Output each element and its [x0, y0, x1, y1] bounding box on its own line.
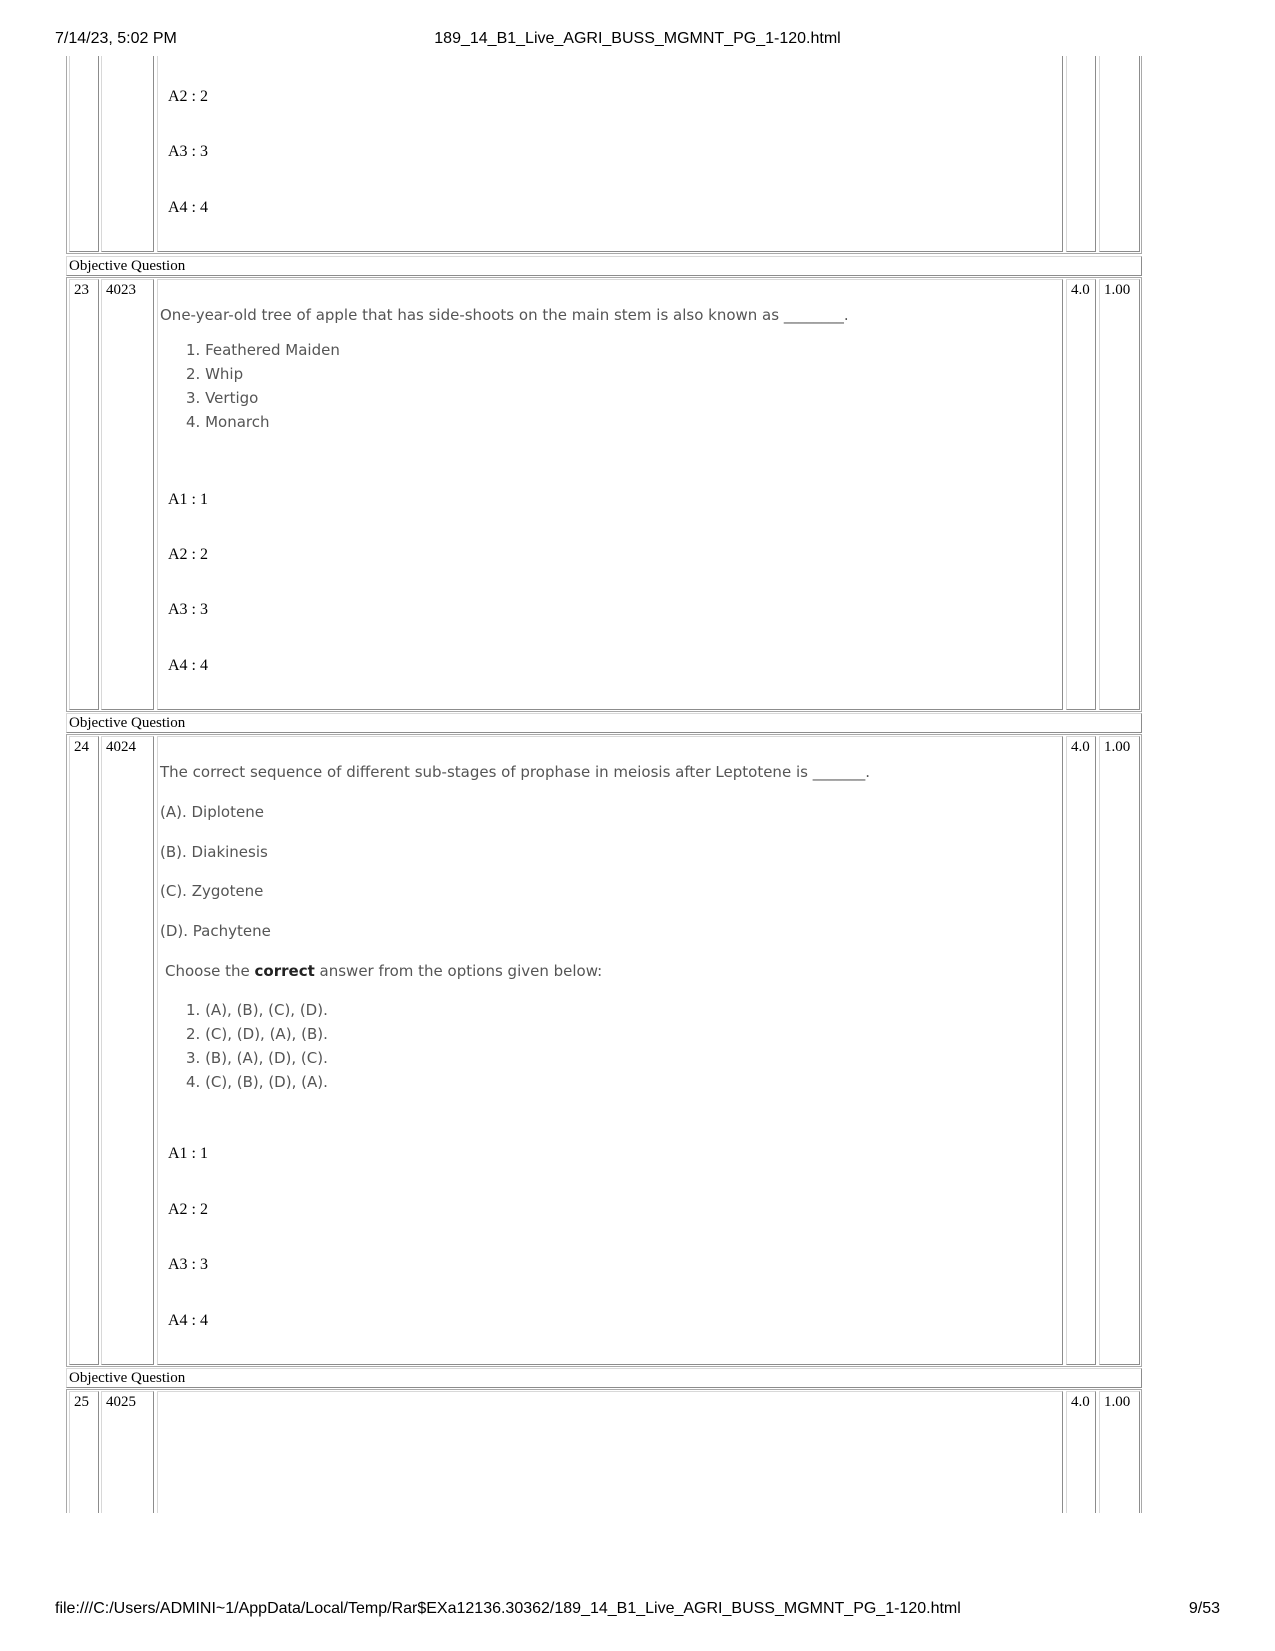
question-serial-number: 23 [69, 279, 99, 710]
answer-option: A3 : 3 [168, 1256, 208, 1273]
print-page-number: 9/53 [1188, 1600, 1220, 1617]
question-content-cell [157, 279, 1063, 710]
carryover-negative-cell [1099, 56, 1140, 252]
carryover-marks-cell [1066, 56, 1096, 252]
option-item: 3. (B), (A), (D), (C). [186, 1049, 328, 1067]
question-stem: One-year-old tree of apple that has side-shoots on the main stem is also known as ________. [160, 306, 849, 324]
option-item: 1. (A), (B), (C), (D). [186, 1001, 328, 1019]
print-filename: 189_14_B1_Live_AGRI_BUSS_MGMNT_PG_1-120.html [434, 30, 841, 47]
question-serial-number: 24 [69, 736, 99, 1365]
question-id: 4023 [101, 279, 154, 710]
question-id: 4024 [101, 736, 154, 1365]
question-marks: 4.0 [1066, 736, 1096, 1365]
question-marks: 4.0 [1066, 1391, 1096, 1513]
print-file-url: file:///C:/Users/ADMINI~1/AppData/Local/Temp/Rar$EXa12136.30362/189_14_B1_Live_AGRI_BUSS_MGMNT_PG_1-120.html [55, 1600, 961, 1617]
carryover-content-cell [157, 56, 1063, 252]
answer-option: A4 : 4 [168, 199, 208, 216]
answer-option: A3 : 3 [168, 601, 208, 618]
print-datetime: 7/14/23, 5:02 PM [55, 30, 177, 47]
print-footer [55, 1600, 1220, 1620]
question-instruction [165, 962, 602, 980]
question-id: 4025 [101, 1391, 154, 1513]
sequence-item: (B). Diakinesis [160, 843, 268, 861]
instruction-text: answer from the options given below: [314, 962, 603, 980]
instruction-text: Choose the [165, 962, 255, 980]
question-negative-marks: 1.00 [1099, 279, 1140, 710]
question-type-label: Objective Question [66, 713, 1142, 733]
question-marks: 4.0 [1066, 279, 1096, 710]
option-list [186, 338, 1060, 434]
answer-option: A1 : 1 [168, 491, 208, 508]
option-item: 2. Whip [186, 365, 244, 383]
question-content-cell [157, 1391, 1063, 1513]
sequence-item: (C). Zygotene [160, 882, 264, 900]
question-type-label: Objective Question [66, 256, 1142, 276]
option-item: 3. Vertigo [186, 389, 259, 407]
question-type-label: Objective Question [66, 1368, 1142, 1388]
answer-option: A3 : 3 [168, 143, 208, 160]
option-item: 1. Feathered Maiden [186, 341, 340, 359]
answer-option: A1 : 1 [168, 1145, 208, 1162]
question-serial-number: 25 [69, 1391, 99, 1513]
print-header [55, 30, 1220, 50]
carryover-sno-cell [69, 56, 99, 252]
instruction-emphasis: correct [254, 962, 315, 980]
answer-option: A4 : 4 [168, 1312, 208, 1329]
option-list [186, 998, 328, 1094]
question-negative-marks: 1.00 [1099, 736, 1140, 1365]
option-item: 2. (C), (D), (A), (B). [186, 1025, 328, 1043]
answer-option: A2 : 2 [168, 1201, 208, 1218]
option-item: 4. (C), (B), (D), (A). [186, 1073, 328, 1091]
sequence-item: (A). Diplotene [160, 803, 264, 821]
sequence-item: (D). Pachytene [160, 922, 271, 940]
question-content-cell [157, 736, 1063, 1365]
answer-option: A2 : 2 [168, 546, 208, 563]
carryover-qid-cell [101, 56, 154, 252]
option-item: 4. Monarch [186, 413, 270, 431]
question-negative-marks: 1.00 [1099, 1391, 1140, 1513]
question-stem: The correct sequence of different sub-stages of prophase in meiosis after Leptotene is _______. [160, 763, 870, 781]
answer-option: A4 : 4 [168, 657, 208, 674]
answer-option: A2 : 2 [168, 88, 208, 105]
